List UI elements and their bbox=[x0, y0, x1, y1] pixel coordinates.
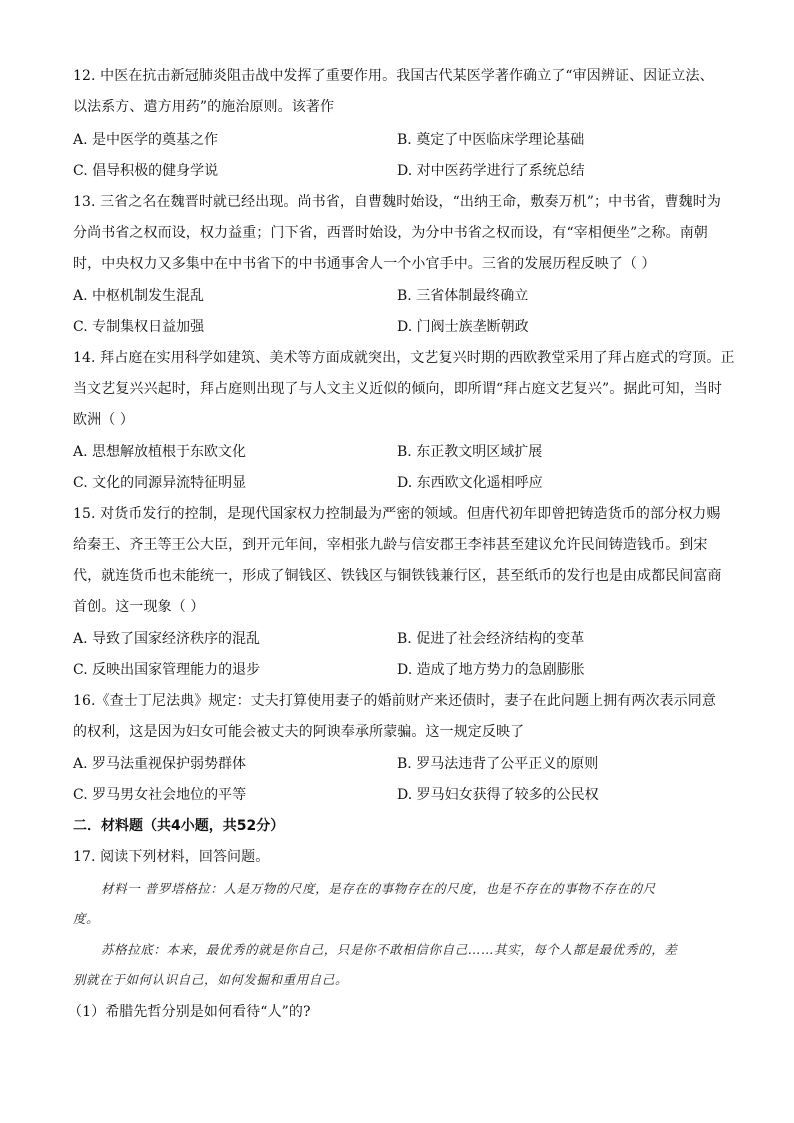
q12-option-d[interactable]: D. 对中医药学进行了系统总结 bbox=[397, 163, 585, 179]
q14-line-2: 当文艺复兴兴起时，拜占庭则出现了与人文主义近似的倾向，即所谓“拜占庭文艺复兴”。据此可知，当时 bbox=[73, 381, 723, 397]
q16-line-2: 的权利，这是因为妇女可能会被丈夫的阿谀奉承所蒙骗。这一规定反映了 bbox=[73, 724, 525, 740]
q13-option-d[interactable]: D. 门阀士族垄断朝政 bbox=[397, 319, 529, 335]
q13-option-c[interactable]: C. 专制集权日益加强 bbox=[73, 319, 205, 335]
q14-option-b[interactable]: B. 东正教文明区域扩展 bbox=[397, 444, 543, 460]
section-heading-materials: 二．材料题（共4小题，共52分） bbox=[73, 818, 285, 834]
q16-option-c[interactable]: C. 罗马男女社会地位的平等 bbox=[73, 787, 247, 803]
q15-option-c[interactable]: C. 反映出国家管理能力的退步 bbox=[73, 662, 261, 678]
q17-material-line-1: 材料一 普罗塔格拉：人是万物的尺度，是存在的事物存在的尺度，也是不存在的事物不存在的尺 bbox=[101, 881, 656, 896]
q17-material-line-2: 度。 bbox=[73, 911, 100, 926]
q15-line-3: 代，就连货币也未能统一，形成了铜钱区、铁钱区与铜铁钱兼行区，甚至纸币的发行也是由成都民间富商 bbox=[73, 568, 722, 584]
q15-option-b[interactable]: B. 促进了社会经济结构的变革 bbox=[397, 631, 585, 647]
q12-option-c[interactable]: C. 倡导积极的健身学说 bbox=[73, 163, 219, 179]
q17-material-line-4: 别就在于如何认识自己，如何发掘和重用自己。 bbox=[73, 972, 349, 987]
q13-option-b[interactable]: B. 三省体制最终确立 bbox=[397, 288, 529, 304]
q16-option-b[interactable]: B. 罗马法违背了公平正义的原则 bbox=[397, 756, 599, 772]
q16-option-d[interactable]: D. 罗马妇女获得了较多的公民权 bbox=[397, 787, 599, 803]
q14-option-c[interactable]: C. 文化的同源异流特征明显 bbox=[73, 475, 247, 491]
q17-material-line-3: 苏格拉底：本来，最优秀的就是你自己，只是你不敢相信你自己……其实，每个人都是最优秀的，差 bbox=[101, 942, 678, 957]
q15-line-1: 15. 对货币发行的控制，是现代国家权力控制最为严密的领域。但唐代初年即曾把铸造货币的部分权力赐 bbox=[73, 506, 721, 522]
q12-line-2: 以法系方、遣方用药”的施治原则。该著作 bbox=[73, 99, 335, 115]
q12-line-1: 12. 中医在抗击新冠肺炎阻击战中发挥了重要作用。我国古代某医学著作确立了“审因辨证、因证立法、 bbox=[73, 68, 714, 84]
q15-option-d[interactable]: D. 造成了地方势力的急剧膨胀 bbox=[397, 662, 585, 678]
q15-line-4: 首创。这一现象（ ） bbox=[73, 599, 205, 615]
q16-option-a[interactable]: A. 罗马法重视保护弱势群体 bbox=[73, 756, 247, 772]
q12-option-b[interactable]: B. 奠定了中医临床学理论基础 bbox=[397, 132, 585, 148]
q13-option-a[interactable]: A. 中枢机制发生混乱 bbox=[73, 288, 205, 304]
q14-option-d[interactable]: D. 东西欧文化遥相呼应 bbox=[397, 475, 543, 491]
q15-option-a[interactable]: A. 导致了国家经济秩序的混乱 bbox=[73, 631, 261, 647]
q17-subquestion-1: （1）希腊先哲分别是如何看待“人”的? bbox=[68, 1004, 311, 1020]
q14-option-a[interactable]: A. 思想解放植根于东欧文化 bbox=[73, 444, 247, 460]
q14-line-3: 欧洲（ ） bbox=[73, 412, 134, 428]
q14-line-1: 14. 拜占庭在实用科学如建筑、美术等方面成就突出，文艺复兴时期的西欧教堂采用了拜占庭式的穹顶。正 bbox=[73, 350, 735, 366]
q15-line-2: 给秦王、齐王等王公大臣，到开元年间，宰相张九龄与信安郡王李祎甚至建议允许民间铸造钱币。到宋 bbox=[73, 537, 708, 553]
q12-option-a[interactable]: A. 是中医学的奠基之作 bbox=[73, 132, 219, 148]
q16-line-1: 16.《查士丁尼法典》规定：丈夫打算使用妻子的婚前财产来还债时，妻子在此问题上拥有两次表示同意 bbox=[73, 693, 716, 709]
q13-line-2: 分尚书省之权而设，权力益重；门下省，西晋时始设，为分中书省之权而设，有“宰相便坐”之称。南朝 bbox=[73, 225, 708, 241]
q13-line-1: 13. 三省之名在魏晋时就已经出现。尚书省，自曹魏时始设，“出纳王命，敷奏万机”；中书省，曹魏时为 bbox=[73, 194, 721, 210]
q13-line-3: 时，中央权力又多集中在中书省下的中书通事舍人一个小官手中。三省的发展历程反映了（ ） bbox=[73, 256, 656, 272]
q17-intro: 17. 阅读下列材料，回答问题。 bbox=[73, 849, 270, 865]
